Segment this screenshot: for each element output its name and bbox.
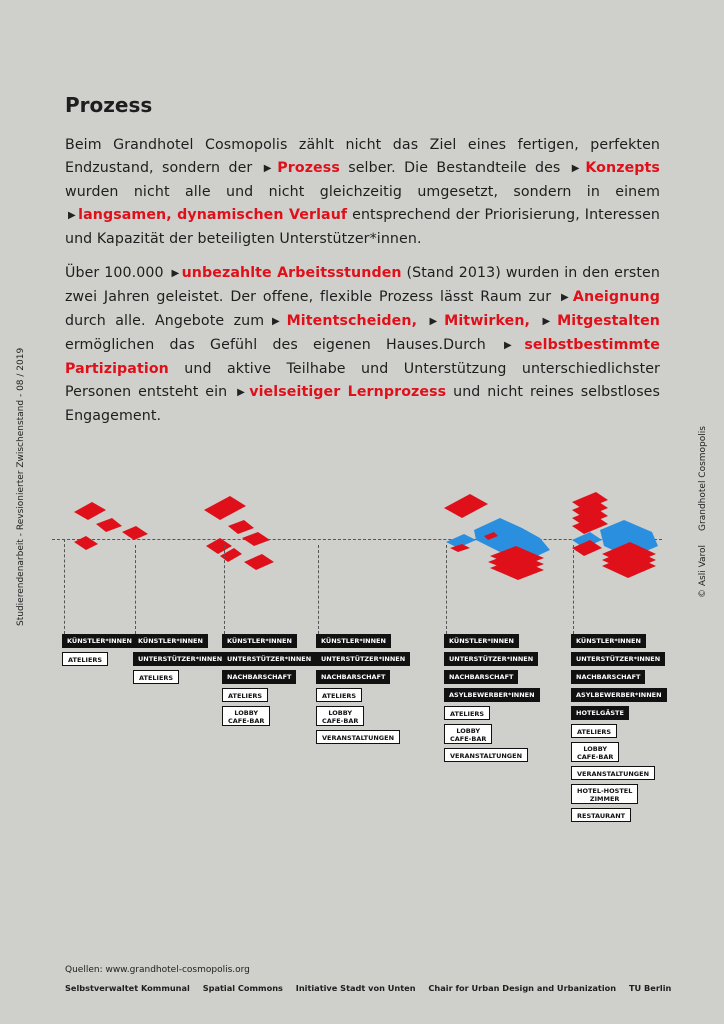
partners-line — [65, 983, 681, 993]
arrow-icon: ▶ — [237, 387, 248, 398]
stage-guide-line — [64, 539, 65, 634]
partner-name: Chair for Urban Design and Urbanization — [428, 983, 617, 993]
stage-guide-line — [318, 545, 319, 634]
stage-guide-line — [446, 545, 447, 634]
stage-tag: UNTERSTÜTZER*INNEN — [133, 652, 227, 666]
stage-tag: LOBBY CAFE-BAR — [316, 706, 364, 726]
keyword-mitwirken: Mitwirken, — [444, 313, 531, 329]
arrow-icon: ▶ — [504, 340, 523, 351]
stage-tag: RESTAURANT — [571, 808, 631, 822]
text-segment: durch alle. Angebote zum — [65, 313, 265, 329]
author-credit: © Asli Varol — [698, 544, 708, 598]
partner-name: Selbstverwaltet Kommunal — [65, 983, 190, 993]
text-segment: entsprechend der Priorisierung, Interessen und Kapazität der beteiligten Unterstützer*innen. — [65, 207, 661, 247]
arrow-icon: ▶ — [542, 316, 556, 327]
arrow-icon: ▶ — [263, 163, 276, 174]
stage-tag: ATELIERS — [316, 688, 362, 702]
stage-tag: UNTERSTÜTZER*INNEN — [444, 652, 538, 666]
stage-tag: UNTERSTÜTZER*INNEN — [571, 652, 665, 666]
building-stage-4 — [440, 488, 570, 588]
second-paragraph — [65, 262, 660, 428]
text-segment: wurden nicht alle und nicht gleichzeitig umgesetzt, sondern in einem — [65, 184, 660, 200]
keyword-mitentscheiden: Mitentscheiden, — [286, 313, 418, 329]
stage-tag: KÜNSTLER*INNEN — [316, 634, 391, 648]
stage-tag: ASYLBEWERBER*INNEN — [571, 688, 667, 702]
keyword-lernprozess: vielseitiger Lernprozess — [249, 384, 447, 400]
text-segment: Beim Grandhotel Cosmopolis zählt nicht das Ziel eines fertigen, perfekten Endzustand, sondern der — [65, 137, 660, 176]
arrow-icon: ▶ — [267, 316, 285, 327]
keyword-konzepts: Konzepts — [585, 160, 660, 176]
building-stage-2 — [198, 490, 288, 580]
stage-tag: ATELIERS — [133, 670, 179, 684]
stage-tag: ASYLBEWERBER*INNEN — [444, 688, 540, 702]
text-segment: selber. Die Bestandteile des — [339, 160, 569, 176]
stage-tag: HOTELGÄSTE — [571, 706, 629, 720]
sources-line: Quellen: www.grandhotel-cosmopolis.org — [65, 965, 250, 975]
stage-tag: KÜNSTLER*INNEN — [571, 634, 646, 648]
building-stage-1 — [70, 498, 160, 558]
arrow-icon: ▶ — [571, 163, 584, 174]
stage-tag: NACHBARSCHAFT — [222, 670, 296, 684]
stage-tag: NACHBARSCHAFT — [444, 670, 518, 684]
stage-tag: LOBBY CAFE-BAR — [222, 706, 270, 726]
partner-name: Initiative Stadt von Unten — [295, 983, 416, 993]
keyword-aneignung: Aneignung — [572, 289, 660, 305]
arrow-icon: ▶ — [171, 268, 180, 279]
keyword-partizipation: selbstbestimmte Partizipation — [65, 337, 661, 377]
stage-tag: ATELIERS — [222, 688, 268, 702]
intro-paragraph — [65, 134, 660, 251]
stage-tag: ATELIERS — [62, 652, 108, 666]
building-stage-5 — [568, 490, 668, 586]
text-segment: ermöglichen das Gefühl des eigenen Hauses.Durch — [65, 337, 501, 353]
text-segment: (Stand 2013) wurden in den ersten zwei Jahren geleistet. Der offene, flexible Prozess lässt Raum zur — [65, 265, 660, 305]
keyword-prozess: Prozess — [277, 160, 340, 176]
keyword-mitgestalten: Mitgestalten — [557, 313, 660, 329]
stage-tag: VERANSTALTUNGEN — [316, 730, 400, 744]
stage-tag: NACHBARSCHAFT — [571, 670, 645, 684]
stage-guide-line — [135, 545, 136, 634]
stage-tag: ATELIERS — [571, 724, 617, 738]
text-segment: und nicht reines selbstloses Engagement. — [65, 384, 660, 424]
stage-guide-line — [224, 545, 225, 634]
stage-guide-line — [573, 545, 574, 634]
keyword-arbeitsstunden: unbezahlte Arbeitsstunden — [181, 265, 402, 281]
page-title: Prozess — [65, 93, 153, 117]
arrow-icon: ▶ — [68, 210, 77, 221]
stage-tag: KÜNSTLER*INNEN — [444, 634, 519, 648]
side-caption-right — [698, 412, 708, 598]
partner-name: Spatial Commons — [202, 983, 283, 993]
stage-tag: UNTERSTÜTZER*INNEN — [222, 652, 316, 666]
stage-tag: HOTEL-HOSTEL ZIMMER — [571, 784, 638, 804]
keyword-verlauf: langsamen, dynamischen Verlauf — [78, 207, 348, 223]
stage-tag: KÜNSTLER*INNEN — [133, 634, 208, 648]
stage-tag: KÜNSTLER*INNEN — [62, 634, 137, 648]
partner-name: TU Berlin — [628, 983, 672, 993]
stage-tag: VERANSTALTUNGEN — [571, 766, 655, 780]
text-segment: Über 100.000 — [65, 265, 169, 281]
stage-tag: NACHBARSCHAFT — [316, 670, 390, 684]
side-caption-left: Studierendenarbeit - Revsionierter Zwischenstand - 08 / 2019 — [16, 347, 26, 626]
stage-tag: LOBBY CAFE-BAR — [571, 742, 619, 762]
text-segment: und aktive Teilhabe und Unterstützung unterschiedlichster Personen entsteht ein — [65, 361, 660, 400]
stage-tag: KÜNSTLER*INNEN — [222, 634, 297, 648]
stage-tag: UNTERSTÜTZER*INNEN — [316, 652, 410, 666]
stage-tag: ATELIERS — [444, 706, 490, 720]
stage-tag: VERANSTALTUNGEN — [444, 748, 528, 762]
stage-tag: LOBBY CAFE-BAR — [444, 724, 492, 744]
project-name: Grandhotel Cosmopolis — [698, 426, 708, 531]
arrow-icon: ▶ — [429, 316, 443, 327]
arrow-icon: ▶ — [560, 292, 571, 303]
